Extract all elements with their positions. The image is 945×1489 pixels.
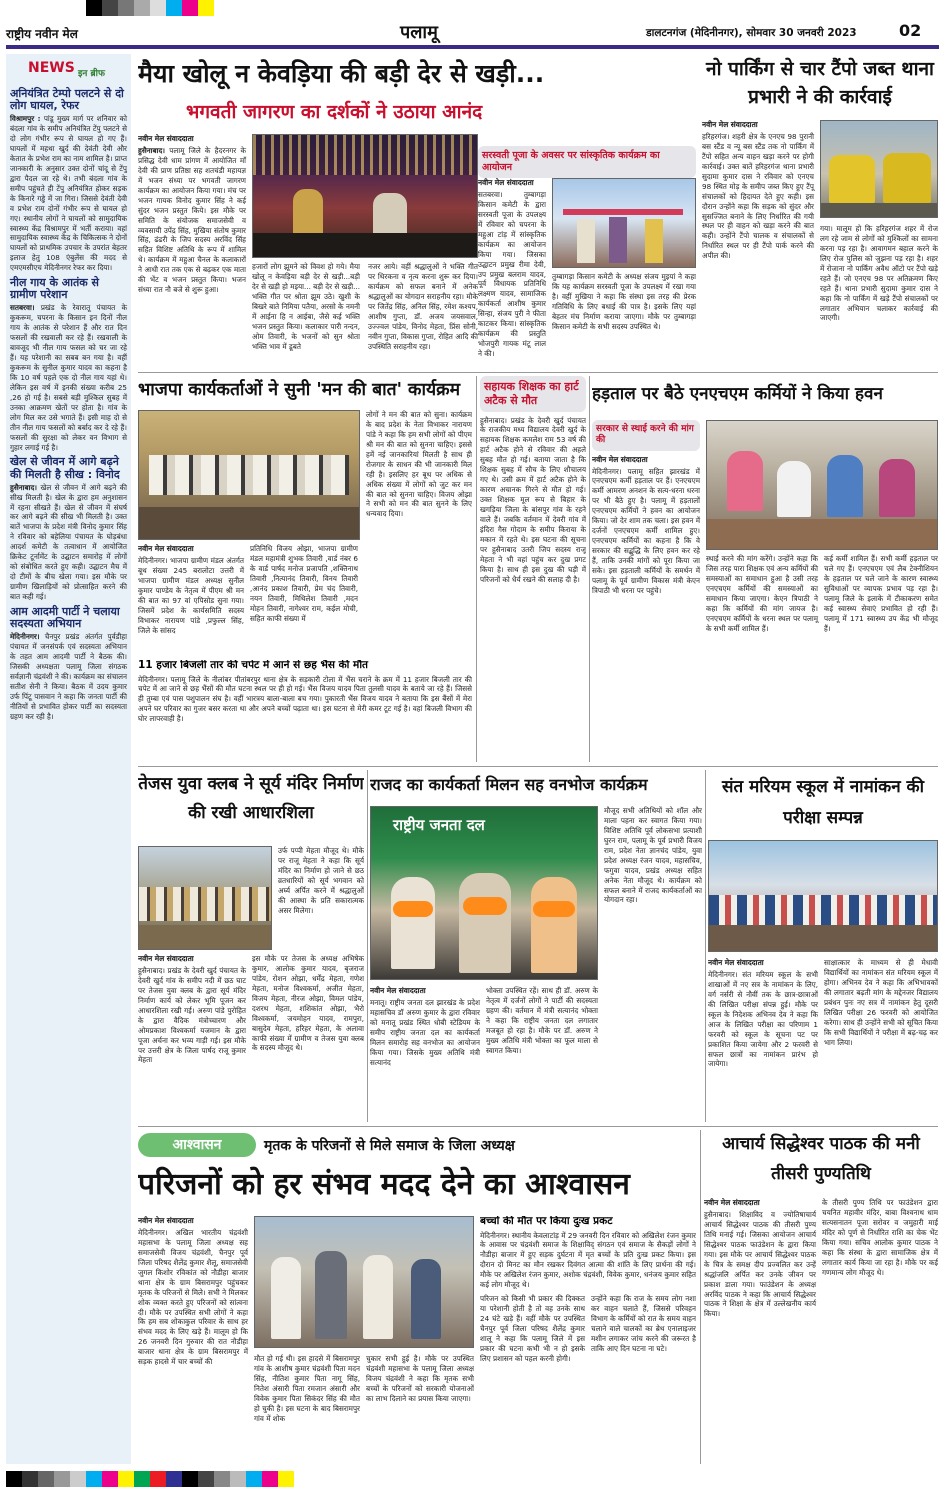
condolence-text-2: मौत हो गई थी। इस हादसे में बिसरामपुर गांव के आशीष कुमार चंद्रवंशी पिता मदन सिंह, नीतिश कुमार पिता नागू सिंह, नितेश अंसारी पिता रमजान अंसारी और विवेक कुमार पिता सिकंदर सिंह की मौत हो चुकी है। इस घटना के बाद बिसरामपुर गांव में शोक bbox=[254, 1354, 360, 1423]
teacher-headline: सहायक शिक्षक का हार्ट अटैक से मौत bbox=[480, 376, 586, 412]
rajad-banner-text: राष्ट्रीय जनता दल bbox=[393, 816, 485, 834]
divider bbox=[138, 766, 938, 767]
pathak-story bbox=[704, 1198, 938, 1464]
school-headline: संत मरियम स्कूल में नामांकन की परीक्षा सम्पन्न bbox=[721, 777, 925, 828]
parking-text: हरिहरगंज। शहरी क्षेत्र के एनएच 98 पुरानी बस स्टैंड व न्यू बस स्टैंड तक नो पार्किंग में टैंपो सहित अन्य वाहन खड़ा करने पर होगी कार्रवाई। उक्त बातें हरिहरगंज थाना प्रभारी सुदामा कुमार दास ने रविवार को एनएच 98 स्थित मोड़ के समीप जब्त किए हुए टैंपू संचालकों को हिदायत देते हुए कही। इस दौरान उन्होंने कहा कि सड़क को सुंदर और सुसज्जित बनाने के लिए निर्धारित की गयी स्थल पर ही वाहन को खड़ा करने की बात कही। उन्होंने टैंपो चालक व संचालकों से निर्धारित स्थल पर ही टैंपो पार्क करने की अपील की। bbox=[702, 132, 814, 261]
condolence-strap bbox=[138, 1130, 694, 1160]
condolence-headline: परिजनों को हर संभव मदद देने का आश्वासन bbox=[138, 1167, 630, 1202]
news-brief-header bbox=[6, 54, 131, 88]
dateline: डालटनगंज (मेदिनीनगर), सोमवार 30 जनवरी 2023 bbox=[646, 27, 857, 39]
lead-text-col3: नजर आये। वहीं श्रद्धालुओं ने भक्ति गीत पर थिरकना व नृत्य करना शुरू कर दिया। कार्यक्रम को सफल बनाने में अनेक श्रद्धालुओं का योगदान सराहनीय रहा। मौके पर जितेंद्र सिंह, अनिल सिंह, रमेश कश्यप, आशीष गुप्ता, डॉ. अजय जयसवाल, उज्ज्वल पांडेय, विनोद मेहता, प्रिंस सोनी, नवीन गुप्ता, विकास गुप्ता, रोहित आदि की उपस्थिति सराहनीय रहा। bbox=[368, 262, 478, 351]
parking-text-right: गया। मालूम हो कि हरिहरगंज शहर में रोज लग रहे जाम से लोगों को मुश्किलों का सामना करना पड़ रहा है। आवागमन बहाल करने के लिए रोज पुलिस को जुझना पड़ रहा है। शहर में रोजाना नो पार्किंग अवैध ऑटो पर टैंपो खड़े रहते हैं। जो एनएच 98 पर अतिक्रमण किए रहते हैं। थाना प्रभारी सुदामा कुमार दास ने कहा कि नो पार्किंग में खड़े टैंपो संचालकों पर लगातार अभियान चलाकर कार्रवाई की जाएगी। bbox=[820, 224, 938, 323]
temple-byline: नवीन मेल संवाददाता bbox=[138, 954, 194, 963]
strike-text-c: कई कर्मी शामिल हैं। सभी कर्मी हड़ताल पर चले गए हैं। एनएचएम एवं लैब टेक्नीशियन के हड़ताल पर चले जाने के कारण स्वास्थ्य सुविधाओं पर व्यापक प्रभाव पड़ रहा है। पलामू जिले के इलाके में टीकाकरण समेत कई स्वास्थ्य सेवाएं प्रभावित हो रही हैं। पलामू में 171 स्वास्थ्य उप केंद्र भी मौजूद हैं। bbox=[824, 554, 938, 633]
rajad-text-3: मौजूद सभी अतिथियों को शॉल और माला पहना कर स्वागत किया गया। विशिष्ट अतिथि पूर्व लोकसभा प्रत्याशी घुरन राम, पलामू के पूर्व प्रभारी विजय राम, प्रदेश नेता ज्ञानचंद पांडेय, युवा प्रदेश अध्यक्ष रंजन यादव, महासचिव, फगुवा यादव, प्रखंड अध्यक्ष सहित अनेक नेता मौजूद थे। कार्यक्रम को सफल बनाने में राजद कार्यकर्ताओं का योगदान रहा। bbox=[604, 806, 702, 905]
bjp-meeting-photo bbox=[138, 410, 360, 540]
rajad-text-2: भोक्ता उपस्थित रहें। साथ ही डॉ. अरुण के नेतृत्व में दर्जनों लोगों ने पार्टी की सदस्यता ग्रहण की। वर्तमान में मंत्री सत्यानंद भोक्ता ने कहा कि राष्ट्रीय जनता दल लगातार मजबूत हो रहा है। मौके पर डॉ. अरुण ने मुख्य अतिथि मंत्री भोक्ता का फूल माला से स्वागत किया। bbox=[486, 986, 598, 1055]
bjp-text-col2: प्रतिनिधि विजय ओझा, भाजपा ग्रामीण मंडल महामंत्री शुभक तिवारी ,वार्ड नंबर 6 के वार्ड पार्षद मनोज प्रजापति ,शक्तिनाथ तिवारी ,नित्यानंद तिवारी, विनय तिवारी ,आनंद प्रकाश तिवारी, प्रेम चंद तिवारी, नयन तिवारी, मिथिलेश तिवारी ,मदन मोहन तिवारी, नागेश्वर राम, कईल मोची, सहित काफी संख्या में bbox=[250, 544, 358, 623]
condolence-family-photo bbox=[254, 1216, 474, 1348]
strike-text: मेदिनीनगर। पलामू सहित झारखंड में एनएचएम कर्मी हड़ताल पर हैं। एनएचएम कर्मी आमरण अनशन के सत्य-धरना धरना पर भी बैठे हुए है। पलामू में हड़तालों एनएचएम कर्मियों ने हवन का आयोजन किया। जो देर शाम तक चला। इस हवन में दर्जनों एनएचएम कर्मी शामिल हुए। एनएचएम कर्मियों का कहना है कि वे सरकार की सद्बुद्धि के लिए हवन कर रहे हैं, ताकि उनकी मांगों को पूरा किया जा सके। इस हड़ताली कर्मियों के समर्थन में पलामू के पूर्व ग्रामीण विकास मंत्री केएन त्रिपाठी भी धरना पर पहुंचे। bbox=[592, 466, 700, 595]
news-brief-column bbox=[6, 54, 131, 1464]
condolence-strap-text: मृतक के परिजनों से मिले समाज के जिला अध्यक्ष bbox=[264, 1138, 515, 1154]
brief-text: पांडू मुख्य मार्ग पर शनिवार को बंदला गांव के समीप अनियंत्रित टेंपु पलटने से दो लोग गंभीर रूप से घायल हो गए हैं। घायलों में महथा खुर्द की देवंती देवी और केतात के प्रभेश राम का नाम शामिल है। प्राप्त जानकारी के अनुसार उक्त दोनों चांदू से टेंपु द्वारा पैदल जा रहे थे। तभी बंदला गांव के समीप पहुंचते ही टेंपु अनियंत्रित होकर सड़क के किनारे गड्ढे में जा गिरा। जिससे देवंती देवी व प्रभेश राम दोनों गंभीर रूप से घायल हो गए। स्थानीय लोगों ने घायलों को सामुदायिक स्वास्थ्य केंद्र विश्रामपुर में भर्ती कराया। वहां सामुदायिक स्वास्थ्य केंद्र के चिकित्सक ने दोनों घायलों को प्राथमिक उपचार के उपरांत बेहतर इलाज हेतु 108 एंबुलेंस की मदद से एमएमसीएच मेदिनीनगर रेफर कर दिया। bbox=[10, 114, 127, 273]
lead-byline: नवीन मेल संवाददाता bbox=[138, 134, 194, 143]
lead-dateline: हुसैनाबाद। bbox=[138, 146, 166, 155]
saraswati-text-a: सतबरवा। तुम्बागड़ा किसान कमेटी के द्वारा सरस्वती पूजा के उपलक्ष्य में रविवार को चपरना के महुआ टांड़ में सांस्कृतिक कार्यक्रम का आयोजन किया गया। जिसका उद्घाटन प्रमुख रीमा देवी, उप प्रमुख बलराम यादव, पूर्व विधायक प्रतिनिधि लक्ष्मण यादव, सामाजिक कार्यकर्ता आशीष कुमार सिन्हा, संजय पुरी ने फीता काटकर किया। सांस्कृतिक कार्यक्रम की प्रस्तुति भोजपुरी गायक मंटू लाल ने की। bbox=[478, 190, 546, 358]
children-death-text-2: परिजन को किसी भी प्रकार की दिक्कत या परेशानी होती है तो वह उनके साथ 24 घंटे खड़े हैं। वहीं मौके पर उपस्थित चैनपुर पूर्व जिला परिषद शैलेंद्र कुमार शालू ने कहा कि पलामू जिले में इस प्रकार की घटना कभी भी न हो इसके लिए प्रशासन को पहल करनी होगी। bbox=[480, 1294, 585, 1363]
temple-text-2: इस मौके पर तेजस के अध्यक्ष अभिषेक कुमार, आलोक कुमार यादव, बृजराज पांडेय, रोशन ओझा, धर्मेंद्र मेहता, गणेश मेहता, मनोज विश्वकर्मा, अजीत मेहता, विजय मेहता, नीरज ओझा, विमल पांडेय, दशरथ मेहता, शशिकांत ओझा, भैरो विश्वकर्मा, जयमोहन यादव, रामपुरा, बासुदेव मेहता, हरिहर मेहता, के अलावा काफी संख्या में ग्रामीण व तेजस युवा क्लब के सदस्य मौजूद थे। bbox=[252, 954, 364, 1053]
paper-name: राष्ट्रीय नवीन मेल bbox=[6, 27, 78, 41]
electrocution-text: मेदिनीनगर। पलामू जिले के नीलांबर पीतांबरपुर थाना क्षेत्र के सड़कारी टोला में भैंस चराने के क्रम में 11 हजार बिजली तार की चपेट में आ जाने से छह भैंसों की मौत घटना स्थल पर ही हो गई। भैंस विजय यादव पिता तुलसी यादव के बताये जा रहे हैं। जिससे ही तुम्बा एवं पास पशुपालन संघ है। वहीं भारत्रय बाला-बाला बच गया। पुकारती भैंस विजय यादव ने बताया कि इस बैंसों में मेरा अपने घर परिवार का गुजर बसर करता था और अपने बच्चों पढ़ाता था। इस घटना से मेरी कमर टूट गई है। वहां बिजली विभाग की घोर लापरवाही है। bbox=[138, 674, 472, 724]
divider bbox=[476, 376, 477, 762]
lead-subhead: भगवती जागरण का दर्शकों ने उठाया आनंद bbox=[186, 101, 483, 123]
brief-item bbox=[10, 88, 127, 273]
lead-text-col1: पलामू जिले के हैदरनगर के प्रसिद्ध देवी धाम प्रांगण में आयोजित माँ देवी की प्राण प्रतिष्ठा सह शतचंडी महायज्ञ में भजन संध्या पर भगवती जागरण कार्यक्रम का आयोजन किया गया। मंच पर भजन गायक विनोद कुमार सिंह ने कई सुंदर भजन प्रस्तुत किये। इस मौके पर समिति के संयोजक समाजसेवी व व्यवसायी उपेंद्र सिंह, मुखिया संतोष कुमार सिंह, ढंढरी के जिप सदस्य अरविंद सिंह सहित विशिष्ट अतिथि के रूप में शामिल थे। कार्यक्रम में महुआ चैनल के कलाकारों ने आधी रात तक एक से बढ़कर एक माता की भेंट व भजन प्रस्तुत किया। भजन संध्या रात नौ बजे से शुरू हुआ। bbox=[138, 146, 246, 295]
pathak-byline: नवीन मेल संवाददाता bbox=[704, 1198, 760, 1207]
children-death-story bbox=[480, 1216, 696, 1464]
jagran-stage-photo bbox=[252, 134, 478, 258]
brief-byline: हुसैनाबाद। bbox=[10, 482, 38, 492]
news-label: NEWS bbox=[28, 60, 75, 76]
children-death-headline: बच्चों की मौत पर किया दुःख प्रकट bbox=[480, 1216, 613, 1227]
strike-kicker: सरकार से स्थाई करने की मांग की bbox=[592, 420, 700, 451]
tempo-photo bbox=[820, 120, 938, 218]
rajad-text: मनातू। राष्ट्रीय जनता दल झारखंड के प्रदेश महासचिव डॉ अरुण कुमार के द्वारा रविवार को मनातू प्रखंड स्थित धोबी स्टेडियम के समीप राष्ट्रीय जनता दल का कार्यकर्ता मिलन समारोह सह वनभोज का आयोजन किया गया। जिसके मुख्य अतिथि मंत्री सत्यानंद bbox=[370, 998, 480, 1067]
divider bbox=[367, 770, 368, 1122]
divider bbox=[589, 376, 590, 762]
school-text: मेदिनीनगर। संत मरियम स्कूल के सभी शाखाओं में नए सत्र के नामांकन के लिए, वर्ग नर्सरी से नौवीं तक के छात्र-छात्राओं की लिखित परीक्षा संपन्न हुई। मौके पर स्कूल के निदेशक अभिनव देव ने कहा कि आज के लिखित परीक्षा का परिणाम 1 फरवरी को स्कूल के सूचना पट पर प्रकाशित किया जायेगा और 2 फरवरी से सफल छात्रों का नामांकन प्रारंभ हो जायेगा। bbox=[708, 970, 818, 1069]
brief-title: खेल से जीवन में आगे बढ़ने की मिलती है सीख : विनोद bbox=[10, 455, 120, 481]
brief-byline: सतबरवा। bbox=[10, 303, 35, 313]
school-byline: नवीन मेल संवाददाता bbox=[708, 958, 764, 967]
lead-text-col2: हजारों लोग झूमने को विवश हो गये। मैया खोलू न केवड़िया बड़ी देर से खड़ी...बड़ी देर से खड़ी हो मइया... बड़ी देर से खड़ी... भक्ति गीत पर श्रोता झूम उठे। खुशी के बिखरे बाते निमिया पतैया, अरसो के नमनी में आईना हि न आईबा, जैसे कई भक्ति भजन प्रस्तुत किया। कलाकार पारी नन्दन, ओम तिवारी, के भजनों को सुन श्रोता भक्ति भाव में डूबते bbox=[252, 262, 360, 351]
masthead bbox=[0, 18, 945, 48]
color-registration-bar-top bbox=[86, 0, 214, 16]
strike-story bbox=[592, 420, 938, 762]
teacher-text: हुसैनाबाद। प्रखंड के देवरी खुर्द पंचायत के राजकीय मध्य विद्यालय देवरी खुर्द के सहायक शिक्षक कमलेश राम 53 वर्ष की हार्ट अटैक होने से रविवार की अहले सुबह मौत हो गई। बताया जाता है कि शिक्षक सुबह में सौच के लिए शौचालय गए थे। उसी क्रम में हार्ट अटैक होने के कारण अचानक गिरने से मौत हो गई। उक्त शिक्षक मूल रूप से बिहार के खगड़िया जिला के बांसपुर गांव के रहने वाले हैं। जबकि वर्तमान में देवरी गांव में इंदिरा गैस गोदाम के समीप किराया के मकान में रहते थे। इस घटना की सूचना पर हुसैनाबाद उतरी जिप सदस्य राजू मेहता ने भी वहां पहुंच कर दुख प्रगट किया है। साथ ही इस दुख की घड़ी में परिजनों को धैर्य रखने की सलाह दी है। bbox=[480, 415, 586, 584]
electrocution-headline: 11 हजार बिजली तार की चपेट में आने से छह भैंस की मौत bbox=[138, 660, 369, 671]
brief-byline: मेदिनीनगर। bbox=[10, 632, 40, 642]
condolence-text: मेदिनीनगर। अखिल भारतीय चंद्रवंशी महासभा के पलामू जिला अध्यक्ष सह समाजसेवी विजय चंद्रवंशी, चैनपुर पूर्व जिला परिषद शैलेंद्र कुमार शैलू, समाजसेवी जुगल किशोर रविकांत को नौडीहा बाजार थाना क्षेत्र के ग्राम बिसरामपुर पहुंचकर मृतक के परिजनों से मिले। सभी ने मिलकर शोक व्यक्त करते हुए परिजनों को सांत्वना दी। मौके पर उपस्थित सभी लोगों ने कहा कि हम सब शोकाकुल परिवार के साथ हर संभव मदद के लिए खड़े हैं। मालूम हो कि 26 जनवरी दिन गुरुवार की रात नौडीहा बाजार थाना क्षेत्र के ग्राम बिसरामपुर में सड़क हादसे में चार बच्चों की bbox=[138, 1228, 248, 1367]
strike-headline: हड़ताल पर बैठे एनएचएम कर्मियों ने किया हवन bbox=[592, 384, 883, 404]
temple-text: हुसैनाबाद। प्रखंड के देवरी खुर्द पंचायत के देवरी खुर्द गांव के समीप नदी में छठ घाट पर तेजस युवा क्लब के द्वारा सूर्य मंदिर निर्माण कार्य को लेकर भूमि पूजन कर आधारशिला रखी गई। अरुण पांडे पुरोहित के द्वारा वैदिक मंत्रोच्चारण और ओमप्रकाश विश्वकर्मा यजमान के द्वारा पूजा अर्चना कर भव्य गाड़ी गई। इस मौके पर उत्तरी क्षेत्र के जिला पार्षद राजू कुमार मेहता bbox=[138, 966, 246, 1065]
parking-story bbox=[702, 120, 938, 368]
saraswati-headline: सरस्वती पूजा के अवसर पर सांस्कृतिक कार्यक्रम का आयोजन bbox=[478, 146, 696, 178]
rajad-story bbox=[370, 806, 702, 1122]
pathak-text-2: के तीसरी पुण्य तिथि पर फाउंडेशन द्वारा चयनित महावीर मंदिर, बाबा विश्वनाथ धाम सत्यसनातन पूजा सरोवर व जमुहारी माई मंदिर को पूर्ण से निर्धारित राशि का चेक भेंट किया गया। सचिव आलोक कुमार पाठक ने कहा कि संस्था के द्वारा सामाजिक क्षेत्र में लगातार कार्य किया जा रहा है। मौके पर कई गणमान्य लोग मौजूद थे। bbox=[822, 1198, 938, 1277]
rajad-felicitation-photo bbox=[370, 806, 598, 980]
temple-story bbox=[138, 846, 364, 1122]
brief-item bbox=[10, 456, 127, 601]
parking-headline: नो पार्किंग से चार टैंपो जब्त थाना प्रभारी ने की कार्रवाई bbox=[706, 58, 934, 108]
masthead-rule bbox=[6, 45, 939, 49]
children-death-text: मेदिनीनगर। स्थानीय केवलाटांड़ में 29 जनवरी दिन रविवार को अखिलेश रंजन कुमार के आवास पर चंद्रवंशी समाज के शिक्षाविद् संगठन एवं समाज के सैकड़ों लोगों ने नौडीहा बाजार में हुए सड़क दुर्घटना में मृत बच्चों के प्रति दुःख प्रकट किया। इस दौरान दो मिनट का मौन रखकर दिवंगत आत्मा की शांति के लिए प्रार्थना की गई। मौके पर अखिलेश रंजन कुमार, अशोक चंद्रवंशी, विवेक कुमार, धनंजय कुमार सहित कई लोग मौजूद थे। bbox=[480, 1230, 696, 1290]
strike-byline: नवीन मेल संवाददाता bbox=[592, 454, 648, 464]
pathak-text: हुसैनाबाद। शिक्षाविद व ज्योतिषाचार्य आचार्य सिद्धेश्वर पाठक की तीसरी पुण्य तिथि मनाई गई। जिसका आयोजन आचार्य सिद्धेश्वर पाठक फाउंडेशन के द्वारा किया गया। इस मौके पर आचार्य सिद्धेश्वर पाठक के चित्र के समक्ष दीप प्रज्वलित कर उन्हें श्रद्धांजलि अर्पित कर उनके जीवन पर प्रकाश डाला गया। फाउंडेशन के अध्यक्ष अरविंद पाठक ने कहा कि आचार्य सिद्धेश्वर पाठक ने शिक्षा के क्षेत्र में उल्लेखनीय कार्य किया। bbox=[704, 1210, 816, 1319]
teacher-story bbox=[480, 376, 586, 764]
divider bbox=[700, 1130, 701, 1464]
section-title: पलामू bbox=[400, 22, 438, 43]
strike-havan-photo bbox=[706, 420, 938, 550]
temple-bhoomi-pujan-photo bbox=[138, 846, 272, 950]
divider bbox=[138, 1126, 938, 1127]
brief-text: खेल से जीवन में आगे बढ़ने की सीख मिलती है। खेल के द्वारा हम अनुशासन में रहना सीखते हैं। खेल से जीवन में संघर्ष कर आगे बढ़ने की सीख भी मिलती है। उक्त बातें भाजपा के प्रदेश मंत्री विनोद कुमार सिंह ने रविवार को बहेलिया पंचायत के घोड़बंधा आदर्श कमेटी के तत्वाधान में आयोजित क्रिकेट टूर्नामेंट के उद्घाटन समारोह में लोगों को संबोधित करते हुए कही। उद्घाटन मैच में दो टीमों के बीच खेला गया। इस मौके पर ग्रामीण खिलाड़ियों को प्रोत्साहित करने की बात कही गई। bbox=[10, 482, 127, 601]
bjp-text-col1: मेदिनीनगर। भाजपा ग्रामीण मंडल अंतर्गत बूथ संख्या 245 बरालोटा उत्तरी में भाजपा ग्रामीण मंडल अध्यक्ष सुनील कुमार पाण्डेय के नेतृत्व में पीएम श्री मन की बात का 97 वां एपिसोड सुना गया। जिसमें प्रदेश के कार्यसमिति सदस्य विभाकर नारायण पांडे ,प्रफुल्ल सिंह, जिले के सांसद bbox=[138, 556, 244, 635]
bjp-text-col3: लोगों ने मन की बात को सुना। कार्यक्रम के बाद प्रदेश के नेता विभाकर नारायण पांडे ने कहा कि हम सभी लोगों को पीएम श्री मन की बात को सुनना चाहिए। इससे हमें नई जानकारियां मिलती है साथ ही रोजगार के साधन की भी जानकारी मिल रही है। इसलिए हर बूथ पर अधिक से अधिक संख्या में लोगों को जुट कर मन की बात को सुनना चाहिए। विजय ओझा ने सभी को मन की बात सुनने के लिए धन्यवाद दिया। bbox=[366, 410, 472, 519]
brief-title: अनियंत्रित टेम्पो पलटने से दो लोग घायल, रेफर bbox=[10, 87, 124, 113]
condolence-story bbox=[138, 1216, 474, 1464]
rajad-byline: नवीन मेल संवाददाता bbox=[370, 986, 426, 995]
saraswati-text-b: तुम्बागड़ा किसान कमेटी के अध्यक्ष संजय मुइयां ने कहा कि यह कार्यक्रम सरस्वती पूजा के उपलक्ष्य में रखा गया है। वहीं मुखिया ने कहा कि संस्था इस तरह की प्रेरक गतिविधि के लिए बधाई की पात्र है। इसके लिए यहां बेहतर मंच निर्माण कराया जाएगा। मौके पर तुम्बागड़ा किसान कमेटी के सभी सदस्य उपस्थित थे। bbox=[552, 272, 696, 331]
condolence-text-3: चुकार सभी हुई है। मौके पर उपस्थित चंद्रवंशी महासभा के पलामू जिला अध्यक्ष विजय चंद्रवंशी ने कहा कि मृतक सभी बच्चों के परिजनों को सरकारी योजनाओं का लाभ दिलाने का प्रयास किया जाएगा। bbox=[366, 1354, 474, 1403]
condolence-kicker: आश्वासन bbox=[138, 1133, 256, 1157]
saraswati-ribbon-photo bbox=[552, 178, 696, 268]
brief-byline: विश्रामपुर : bbox=[10, 114, 41, 124]
electrocution-story bbox=[138, 660, 472, 760]
school-text-2: साक्षात्कार के माध्यम से ही मेधावी विद्यार्थियों का नामांकन संत मरियम स्कूल में होगा। अभिनव देव ने कहा कि अभिभावकों की लगातार बढ़ती मांग के मद्देनजर विद्यालय प्रबंधन पुनः नए सत्र में नामांकन हेतु दूसरी लिखित परीक्षा 26 फरवरी को आयोजित करेगा। साथ ही उन्होंने सभी को सूचित किया कि सभी विद्यार्थियों ने परीक्षा में बढ़-चढ़ कर भाग लिया। bbox=[824, 958, 938, 1047]
temple-headline: तेजस युवा क्लब ने सूर्य मंदिर निर्माण की रखी आधारशिला bbox=[138, 774, 364, 823]
brief-label: इन ब्रीफ bbox=[78, 69, 105, 79]
school-exam-photo bbox=[708, 840, 938, 952]
brief-title: आम आदमी पार्टी ने चलाया सदस्यता अभियान bbox=[10, 604, 120, 630]
color-registration-bar-bottom bbox=[6, 1471, 294, 1487]
condolence-byline: नवीन मेल संवाददाता bbox=[138, 1216, 194, 1225]
brief-text: प्रखंड के रेवारातू पंचायत के कुकरूम, चपरना के किसान इन दिनों नील गाय के आतंक से परेशान हैं और रात दिन फसलों की रखवाली कर रहे हैं। रखवाली के बावजूद भी नील गाय फसल को चर जा रहे हैं। यह परेशानी का सबब बन गया है। वहीं कुकरूम के सुनील कुमार यादव का कहना है कि 10 वर्ष पहले एक दो नील गाय यहां थे। लेकिन इस वर्ष में इनकी संख्या करीब 25 ,26 हो गई है। सबसे बड़ी मुश्किल सुबह में उनका आक्रमण खेतों पर होता है। गांव के लोग मिल कर उसे भगाते हैं। इसी माह दो से तीन नील गाय फसलों को बर्बाद कर दे रहे हैं। फसलों की सुरक्षा को लेकर वन विभाग से गुहार लगाई गई है। bbox=[10, 303, 127, 452]
page-number: 02 bbox=[899, 21, 922, 40]
brief-item bbox=[10, 606, 127, 722]
strike-text-b: स्थाई करने की मांग करेंगे। उन्होंने कहा कि जिस तरह पारा शिक्षक एवं अन्य कर्मियों की समस्याओं का समाधान हुआ है उसी तरह एनएचएम कर्मियों की समस्याओं का समाधान किया जाएगा। केएन त्रिपाठी ने कहा कि कर्मियों की मांग जायज है। एनएचएम कर्मियों के धरना स्थल पर पलामू के सभी कर्मी शामिल हैं। bbox=[706, 554, 818, 633]
saraswati-story bbox=[478, 146, 696, 368]
bjp-story bbox=[138, 410, 472, 656]
brief-title: नील गाय के आतंक से ग्रामीण परेशान bbox=[10, 276, 99, 302]
bjp-byline: नवीन मेल संवाददाता bbox=[138, 544, 194, 553]
brief-item bbox=[10, 277, 127, 452]
parking-byline: नवीन मेल संवाददाता bbox=[702, 120, 758, 129]
divider bbox=[705, 770, 706, 1122]
school-story bbox=[708, 840, 938, 1122]
bjp-headline: भाजपा कार्यकर्ताओं ने सुनी 'मन की बात' कार्यक्रम bbox=[138, 380, 461, 400]
lead-headline: मैया खोलू न केवड़िया की बड़ी देर से खड़ी... bbox=[138, 59, 545, 88]
temple-text-side: उर्फ पप्पी मेहता मौजूद थे। मौके पर राजू मेहता ने कहा कि सूर्य मंदिर का निर्माण हो जाने से छठ व्रतधारियों को सूर्य भगवान को अर्घ्य अर्पित करने में श्रद्धालुओं की आस्था के प्रति सकारात्मक असर मिलेगा। bbox=[278, 846, 364, 915]
brief-text: चैनपुर प्रखंड अंतर्गत पुर्वडीहा पंचायत में जनसंपर्क एवं सदस्यता अभियान के तहत आम आदमी पार्टी ने बैठक की। जिसकी अध्यक्षता पलामू जिला संगठक सर्वज्ञानी चंद्रवंशी ने की। कार्यक्रम का संचालन सतीश सेनी ने किया। बैठक में उदय कुमार उर्फ पिंटू पासवान ने कहा कि जनता पार्टी की नीतियों से प्रभावित होकर पार्टी का सदस्यता ग्रहण कर रही है। bbox=[10, 632, 128, 721]
rajad-headline: राजद का कार्यकर्ता मिलन सह वनभोज कार्यक्रम bbox=[370, 775, 648, 794]
children-death-text-3: उन्होंने कहा कि राज के समय लोग नशा कर वाहन चलाते हैं, जिससे परिवहन विभाग के कर्मियों को रात के समय वाहन चलाने वाले चालकों का ब्रेथ एनालाइजर मशीन लगाकर जांच करने की जरूरत है ताकि आए दिन घटना ना घटे। bbox=[591, 1294, 696, 1353]
divider bbox=[138, 372, 938, 373]
pathak-headline: आचार्य सिद्धेश्वर पाठक की मनी तीसरी पुण्यतिथि bbox=[722, 1134, 920, 1184]
saraswati-byline: नवीन मेल संवाददाता bbox=[478, 178, 534, 187]
